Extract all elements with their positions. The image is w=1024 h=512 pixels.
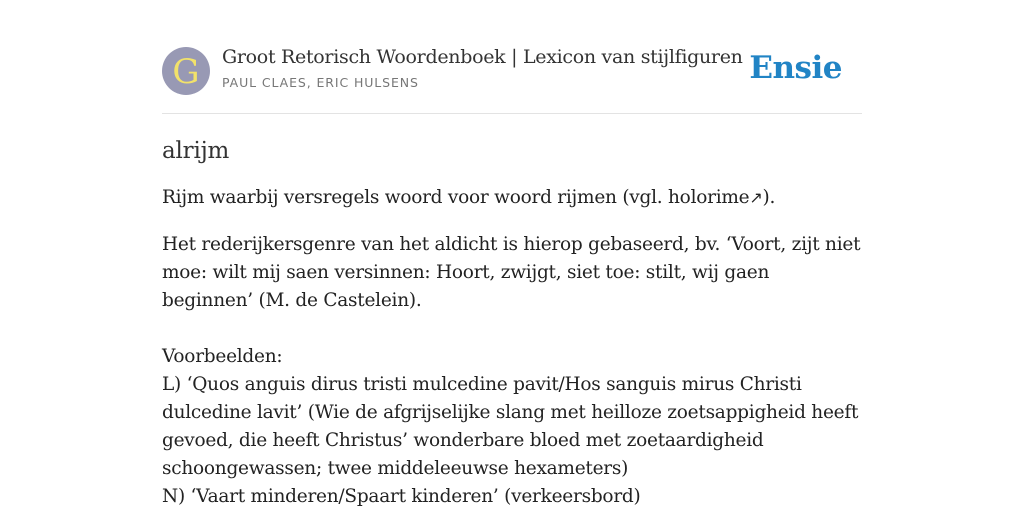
- paragraph-spacer: [162, 315, 862, 343]
- definition-prefix: Rijm waarbij versregels woord voor woord rijmen (vgl.: [162, 187, 669, 208]
- definition-suffix: ).: [762, 187, 776, 208]
- entry-content: [162, 138, 862, 512]
- book-logo[interactable]: [162, 47, 210, 95]
- book-header: [162, 46, 862, 96]
- holorime-link-label: holorime: [668, 187, 750, 208]
- holorime-link[interactable]: [668, 187, 763, 208]
- header-divider: [162, 113, 862, 114]
- book-title[interactable]: Groot Retorisch Woordenboek | Lexicon van stijlfiguren: [222, 46, 743, 68]
- book-authors: PAUL CLAES, ERIC HULSENS: [222, 75, 419, 90]
- entry-explanation: Het rederijkersgenre van het aldicht is hierop gebaseerd, bv. ‘Voort, zijt niet moe: wilt mij saen versinnen: Hoort, zwijgt, siet toe: stilt, wij gaen beginnen’ (M. de Castelein).: [162, 234, 861, 311]
- example-latin: L) ‘Quos anguis dirus tristi mulcedine pavit/Hos sanguis mirus Christi dulcedine lavit’ (Wie de afgrijselijke slang met heilloze zoetsappigheid heeft gevoed, die heeft Christus’ wonderbare bloed met zoetaardigheid schoongewassen; twee middeleeuwse hexameters): [162, 374, 859, 479]
- entry-body: [162, 231, 862, 511]
- external-link-icon: ↗: [749, 188, 763, 207]
- entry-definition: [162, 184, 862, 212]
- entry-term: alrijm: [162, 138, 230, 164]
- example-dutch: N) ‘Vaart minderen/Spaart kinderen’ (verkeersbord): [162, 486, 641, 507]
- logo-letter: G: [172, 52, 200, 92]
- ensie-brand-logo[interactable]: Ensie: [749, 50, 842, 86]
- examples-heading: Voorbeelden:: [162, 346, 283, 367]
